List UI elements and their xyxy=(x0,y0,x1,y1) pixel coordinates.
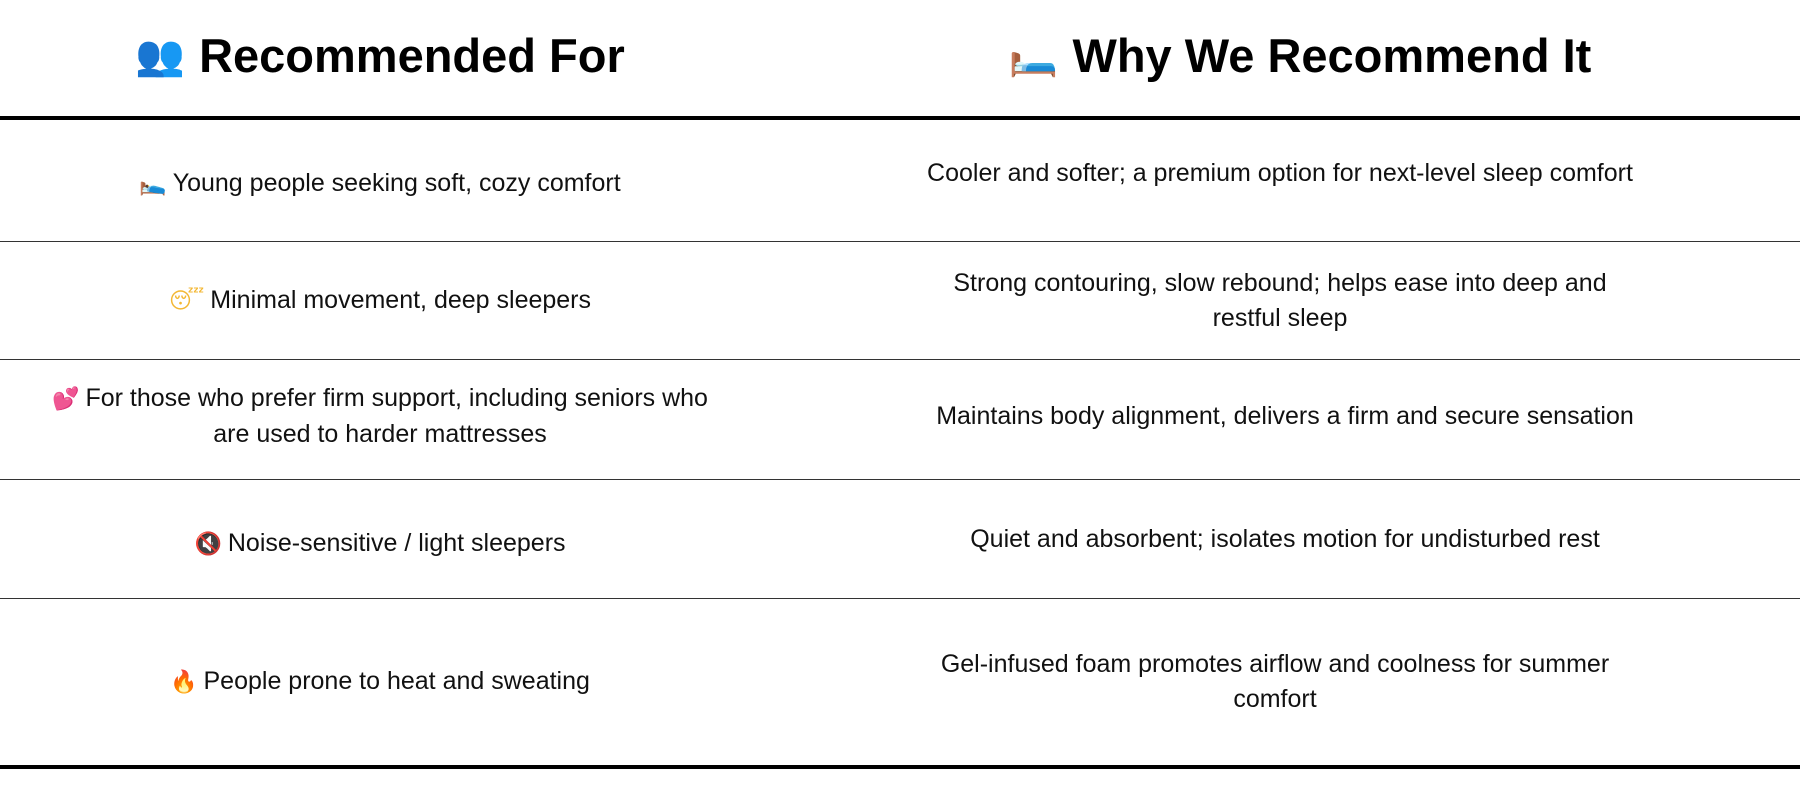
why-recommend-cell xyxy=(760,360,1800,479)
why-recommend-cell xyxy=(760,599,1800,765)
recommended-for-cell xyxy=(0,120,760,241)
recommended-for-cell xyxy=(0,599,760,765)
table-row xyxy=(0,120,1800,242)
two-hearts-icon: 💕 xyxy=(52,387,80,412)
person-in-bed-icon: 🛌 xyxy=(139,171,167,197)
header-title-why-we-recommend: Why We Recommend It xyxy=(1072,28,1592,82)
table-header xyxy=(0,0,1800,120)
people-silhouette-icon: 👥 xyxy=(135,32,186,79)
muted-speaker-icon: 🔇 xyxy=(194,532,222,557)
recommended-for-cell xyxy=(0,360,760,479)
recommended-for-cell xyxy=(0,480,760,598)
why-recommend-text: Cooler and softer; a premium option for next-level sleep comfort xyxy=(927,159,1633,187)
recommended-for-text: Young people seeking soft, cozy comfort xyxy=(172,168,621,197)
why-recommend-text: Gel-infused foam promotes airflow and coolness for summer comfort xyxy=(940,650,1610,713)
recommended-for-text: Minimal movement, deep sleepers xyxy=(210,285,592,314)
fire-icon: 🔥 xyxy=(170,670,198,695)
recommended-for-cell xyxy=(0,242,760,359)
recommended-for-text: For those who prefer firm support, including seniors who are used to harder mattresses xyxy=(85,384,708,448)
table-row xyxy=(0,480,1800,599)
why-recommend-text: Maintains body alignment, delivers a firm and secure sensation xyxy=(936,402,1634,430)
why-recommend-cell xyxy=(760,242,1800,359)
recommended-for-text: People prone to heat and sweating xyxy=(203,667,590,695)
recommended-for-text: Noise-sensitive / light sleepers xyxy=(227,529,566,557)
header-recommended-for xyxy=(0,0,760,116)
why-recommend-text: Quiet and absorbent; isolates motion for undisturbed rest xyxy=(970,524,1600,553)
why-recommend-text: Strong contouring, slow rebound; helps ease into deep and restful sleep xyxy=(953,268,1607,332)
table-row xyxy=(0,599,1800,769)
sleeping-face-icon: 😴 xyxy=(168,288,205,314)
header-title-recommended-for: Recommended For xyxy=(199,28,625,82)
table-row xyxy=(0,242,1800,360)
table-row xyxy=(0,360,1800,480)
why-recommend-cell xyxy=(760,480,1800,598)
header-why-we-recommend xyxy=(760,0,1800,116)
bed-icon: 🛏️ xyxy=(1008,32,1059,79)
why-recommend-cell xyxy=(760,120,1800,241)
